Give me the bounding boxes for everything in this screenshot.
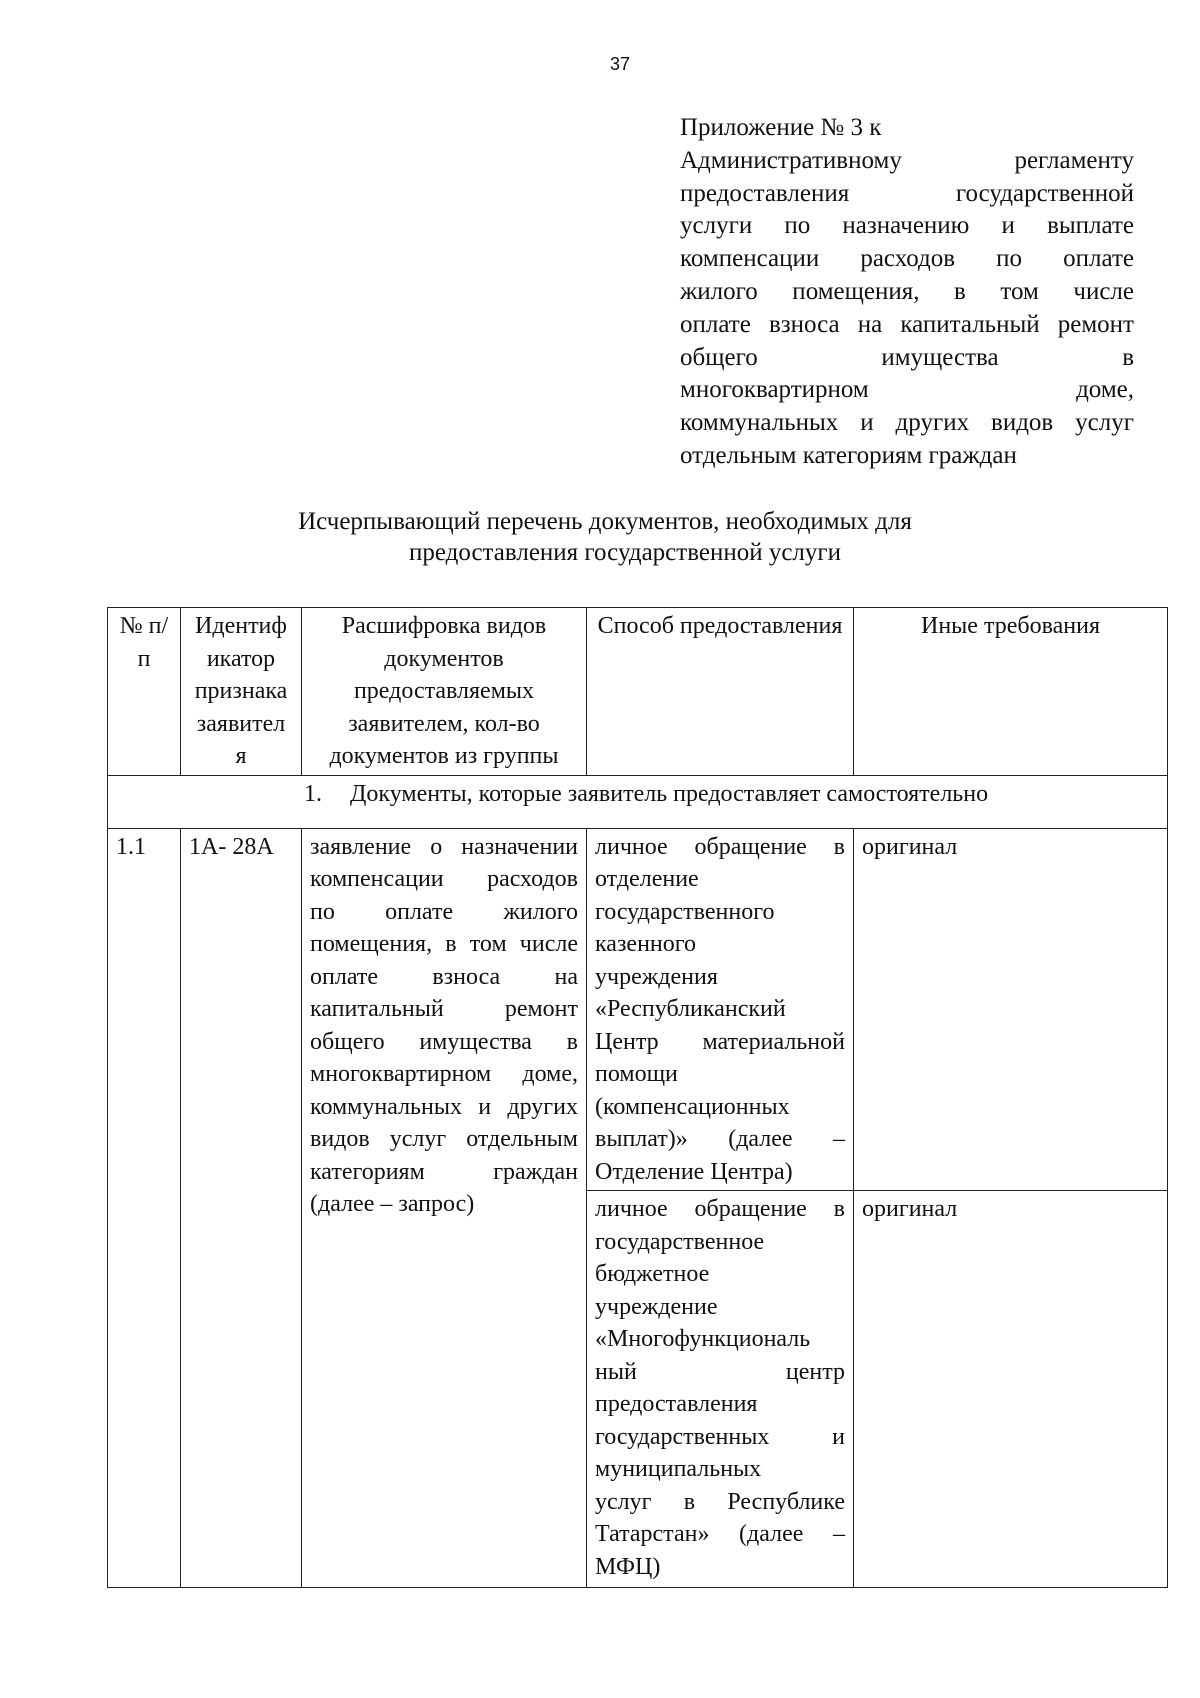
method-line: предоставления	[595, 1391, 758, 1417]
table-row	[108, 828, 1168, 1191]
method-line: услуг в Республике	[595, 1488, 845, 1515]
method-line: государственного	[595, 898, 775, 925]
method-line: (компенсационных	[595, 1093, 790, 1120]
description-line: капитальный ремонт	[310, 996, 578, 1022]
appendix-line: многоквартирном доме,	[680, 376, 1134, 404]
appendix-line: общего имущества в	[680, 343, 1134, 371]
document-title-line: Исчерпывающий перечень документов, необходимых для	[298, 508, 912, 535]
description-line: по оплате жилого	[310, 898, 578, 925]
method-line: бюджетное	[595, 1261, 710, 1287]
header-method: Способ предоставления	[587, 608, 854, 776]
method-line: учреждения	[595, 963, 718, 990]
method-line: личное обращение в	[595, 833, 845, 860]
header-identifier: Идентиф икатор признака заявител я	[181, 608, 302, 776]
description-line: видов услуг отдельным	[310, 1126, 578, 1152]
document-title-line: предоставления государственной услуги	[408, 539, 842, 566]
method-line: учреждение	[595, 1293, 718, 1320]
description-line: помещения, в том числе	[310, 931, 578, 957]
section-row	[108, 775, 1168, 828]
row-num: 1.1	[108, 828, 181, 1588]
method-line: Татарстан» (далее –	[595, 1521, 845, 1547]
appendix-line: Приложение № 3 к	[680, 114, 882, 141]
method-cell-center	[587, 828, 854, 1191]
header-description: Расшифровка видов документов предоставляемых заявителем, кол-во документов из группы	[302, 608, 587, 776]
description-line: коммунальных и других	[310, 1093, 578, 1120]
description-line: категориям граждан	[310, 1158, 578, 1185]
method-line: помощи	[595, 1061, 678, 1087]
appendix-line: коммунальных и других видов услуг	[680, 409, 1134, 437]
method-cell-mfc	[587, 1191, 854, 1588]
description-line: оплате взноса на	[310, 963, 578, 990]
table-header-row	[108, 608, 1168, 776]
description-line: многоквартирном доме,	[310, 1061, 578, 1087]
documents-table	[107, 607, 1168, 1588]
method-line: муниципальных	[595, 1456, 762, 1482]
description-line: (далее – запрос)	[310, 1191, 475, 1217]
requirement-cell-center: оригинал	[854, 828, 1168, 1191]
description-line: заявление о назначении	[310, 833, 578, 860]
appendix-line: жилого помещения, в том числе	[680, 277, 1134, 305]
appendix-line: предоставления государственной	[680, 179, 1134, 207]
appendix-line: услуги по назначению и выплате	[680, 212, 1134, 240]
method-line: государственное	[595, 1228, 765, 1255]
method-line: «Многофункциональ	[595, 1326, 811, 1352]
method-line: личное обращение в	[595, 1196, 845, 1222]
section-title: Документы, которые заявитель предоставляет самостоятельно	[350, 780, 989, 807]
appendix-line: компенсации расходов по оплате	[680, 245, 1134, 273]
description-line: компенсации расходов	[310, 866, 578, 892]
method-line: «Республиканский	[595, 996, 786, 1022]
description-line: общего имущества в	[310, 1028, 578, 1055]
row-identifier: 1А- 28А	[181, 828, 302, 1588]
appendix-line: отдельным категориям граждан	[680, 441, 1017, 469]
appendix-line: оплате взноса на капитальный ремонт	[680, 310, 1134, 338]
appendix-header	[680, 112, 1134, 473]
section-number: 1.	[304, 780, 322, 807]
method-line: казенного	[595, 931, 697, 957]
method-line: выплат)» (далее –	[595, 1126, 845, 1152]
method-line: ный центр	[595, 1358, 845, 1385]
page-number: 37	[609, 54, 631, 74]
method-line: МФЦ)	[595, 1553, 661, 1580]
header-num: № п/п	[108, 608, 181, 776]
document-title	[150, 506, 1100, 568]
requirement-cell-mfc: оригинал	[854, 1191, 1168, 1588]
header-other-requirements: Иные требования	[854, 608, 1168, 776]
section-cell	[108, 775, 1168, 828]
method-line: государственных и	[595, 1423, 845, 1450]
method-line: Отделение Центра)	[595, 1158, 793, 1185]
method-line: отделение	[595, 866, 699, 892]
appendix-line: Административному регламенту	[680, 146, 1134, 174]
row-description	[302, 828, 587, 1588]
method-line: Центр материальной	[595, 1028, 845, 1055]
